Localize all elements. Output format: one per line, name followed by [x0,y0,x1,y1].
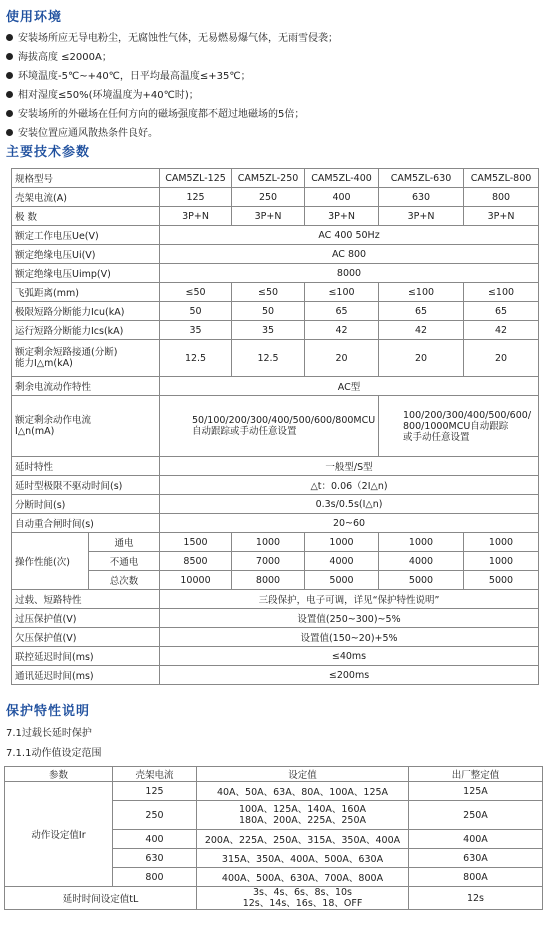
list-item: 相对湿度≤50%(环境温度为+40℃时)； [6,86,338,105]
list-item: 海拔高度 ≤2000A； [6,48,338,67]
table-row: 额定绝缘电压Ui(V) AC 800 [12,245,539,264]
table-row: 极 数 3P+N 3P+N 3P+N 3P+N 3P+N [12,207,539,226]
list-item: 安装场所的外磁场在任何方向的磁场强度都不超过地磁场的5倍； [6,105,338,124]
table-row: 250 100A、125A、140A、160A 180A、200A、225A、250A 250A [5,801,543,830]
table-row: 过载、短路特性 三段保护，电子可调，详见“保护特性说明” [12,590,539,609]
table-row: 800 400A、500A、630A、700A、800A 800A [5,868,543,887]
table-row: 延时时间设定值tL 3s、4s、6s、8s、10s 12s、14s、16s、18、OFF 12s [5,887,543,910]
table-row: 自动重合闸时间(s) 20~60 [12,514,539,533]
table-row: 动作设定值Ir 125 40A、50A、63A、80A、100A、125A 125A [5,782,543,801]
list-item: 安装场所应无导电粉尘，无腐蚀性气体，无易燃易爆气体，无雨雪侵袭； [6,29,338,48]
bullet-icon [6,34,13,41]
bullet-icon [6,91,13,98]
table-row: 额定绝缘电压Uimp(V) 8000 [12,264,539,283]
table-row: 延时特性 一般型/S型 [12,457,539,476]
section-title-environment: 使用环境 [6,10,63,25]
table-row: 延时型极限不驱动时间(s) △t：0.06（2I△n) [12,476,539,495]
section-title-specs: 主要技术参数 [6,145,91,160]
section-title-protection: 保护特性说明 [6,704,91,719]
subsection-title: 7.1.1动作值设定范围 [6,748,102,759]
environment-list [6,29,338,143]
table-row: 壳架电流(A) 125 250 400 630 800 [12,188,539,207]
table-row: 分断时间(s) 0.3s/0.5s(I△n) [12,495,539,514]
table-row: 通讯延迟时间(ms) ≤200ms [12,666,539,685]
table-header-row: 规格型号 CAM5ZL-125 CAM5ZL-250 CAM5ZL-400 CAM5ZL-630 CAM5ZL-800 [12,169,539,188]
table-row: 过压保护值(V) 设置值(250~300)~5% [12,609,539,628]
table-row: 额定工作电压Ue(V) AC 400 50Hz [12,226,539,245]
table-row: 运行短路分断能力Ics(kA) 35 35 42 42 42 [12,321,539,340]
list-item: 安装位置应通风散热条件良好。 [6,124,338,143]
protection-table [4,766,543,910]
bullet-icon [6,72,13,79]
table-header-row: 参数 壳架电流 设定值 出厂整定值 [5,767,543,782]
list-item: 环境温度-5℃~+40℃，日平均最高温度≤+35℃； [6,67,338,86]
table-row: 操作性能(次) 通电 1500 1000 1000 1000 1000 [12,533,539,552]
table-row: 剩余电流动作特性 AC型 [12,377,539,396]
table-row: 联控延迟时间(ms) ≤40ms [12,647,539,666]
table-row: 总次数 10000 8000 5000 5000 5000 [12,571,539,590]
table-row: 额定剩余动作电流 I△n(mA) 50/100/200/300/400/500/600/800MCU 自动跟踪或手动任意设置 100/200/300/400/500/600/ 800/1000MCU自动跟踪 或手动任意设置 [12,396,539,457]
table-row: 400 200A、225A、250A、315A、350A、400A 400A [5,830,543,849]
table-row: 飞弧距离(mm) ≤50 ≤50 ≤100 ≤100 ≤100 [12,283,539,302]
bullet-icon [6,129,13,136]
table-row: 630 315A、350A、400A、500A、630A 630A [5,849,543,868]
subsection-title: 7.1过载长延时保护 [6,728,92,739]
table-row: 极限短路分断能力Icu(kA) 50 50 65 65 65 [12,302,539,321]
table-row: 不通电 8500 7000 4000 4000 1000 [12,552,539,571]
table-row: 欠压保护值(V) 设置值(150~20)+5% [12,628,539,647]
specs-table [11,168,539,685]
bullet-icon [6,53,13,60]
bullet-icon [6,110,13,117]
table-row: 额定剩余短路接通(分断) 能力I△m(kA) 12.5 12.5 20 20 20 [12,340,539,377]
